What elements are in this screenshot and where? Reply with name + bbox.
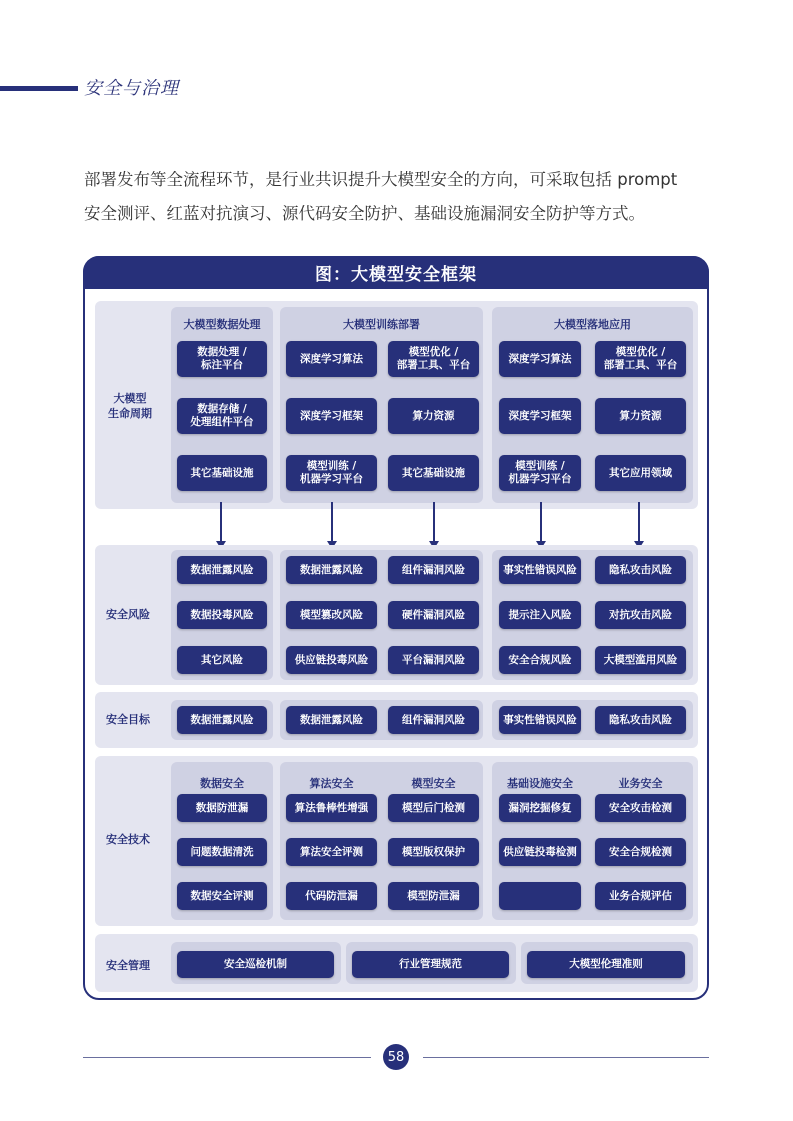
chip: 安全合规风险 [499,646,581,674]
chip: 数据泄露风险 [286,556,377,584]
down-arrow [638,502,640,542]
chip: 事实性错误风险 [499,706,581,734]
chip: 其它应用领域 [595,455,686,491]
chip: 数据泄露风险 [177,556,267,584]
chip: 数据泄露风险 [286,706,377,734]
header-accent-bar [0,86,78,91]
chip: 模型训练 / 机器学习平台 [499,455,581,491]
chip: 模型篡改风险 [286,601,377,629]
chip: 算法鲁棒性增强 [286,794,377,822]
chip: 业务合规评估 [595,882,686,910]
figure-title: 图：大模型安全框架 [83,256,709,289]
chip: 模型版权保护 [388,838,479,866]
chip: 代码防泄漏 [286,882,377,910]
chip: 深度学习框架 [499,398,581,434]
chip: 其它基础设施 [388,455,479,491]
chip: 隐私攻击风险 [595,706,686,734]
chip: 模型防泄漏 [388,882,479,910]
group-title: 模型安全 [411,777,456,790]
group-title: 数据安全 [200,777,244,790]
chip: 算力资源 [595,398,686,434]
down-arrow [433,502,435,542]
footer-rule-left [83,1057,371,1058]
chip: 组件漏洞风险 [388,706,479,734]
group-title: 大模型训练部署 [343,318,420,331]
lifecycle-label-line2: 生命周期 [108,407,152,420]
down-arrow [540,502,542,542]
chip: 问题数据清洗 [177,838,267,866]
chip: 深度学习算法 [499,341,581,377]
chip: 组件漏洞风险 [388,556,479,584]
group-title: 业务安全 [618,777,663,790]
chip: 数据泄露风险 [177,706,267,734]
chip: 隐私攻击风险 [595,556,686,584]
group-title: 大模型数据处理 [183,318,261,331]
risk-label: 安全风险 [106,608,150,621]
section-title: 安全与治理 [84,78,179,99]
tech-label: 安全技术 [106,833,150,846]
group-title: 大模型落地应用 [554,318,631,331]
chip: 对抗攻击风险 [595,601,686,629]
footer-rule-right [423,1057,709,1058]
chip: 模型训练 / 机器学习平台 [286,455,377,491]
chip: 事实性错误风险 [499,556,581,584]
chip: 安全巡检机制 [177,951,334,978]
chip: 深度学习框架 [286,398,377,434]
chip: 漏洞挖掘修复 [499,794,581,822]
page-number: 58 [383,1044,409,1070]
chip: 供应链投毒检测 [499,838,581,866]
chip: 其它风险 [177,646,267,674]
mgmt-label: 安全管理 [106,959,150,972]
chip: 大模型伦理准则 [527,951,685,978]
chip: 硬件漏洞风险 [388,601,479,629]
lifecycle-label [95,391,165,421]
group-title: 基础设施安全 [507,777,573,790]
chip: 供应链投毒风险 [286,646,377,674]
chip: 安全合规检测 [595,838,686,866]
lifecycle-label-line1: 大模型 [113,392,147,405]
chip: 平台漏洞风险 [388,646,479,674]
group-title: 算法安全 [309,777,354,790]
chip-empty [499,882,581,910]
goal-label: 安全目标 [106,713,150,726]
chip: 数据存储 / 处理组件平台 [177,398,267,434]
chip: 数据防泄漏 [177,794,267,822]
down-arrow [220,502,222,542]
chip: 数据处理 / 标注平台 [177,341,267,377]
chip: 其它基础设施 [177,455,267,491]
chip: 大模型滥用风险 [595,646,686,674]
chip: 模型优化 / 部署工具、平台 [388,341,479,377]
chip: 算法安全评测 [286,838,377,866]
chip: 数据安全评测 [177,882,267,910]
chip: 算力资源 [388,398,479,434]
paragraph-line-2: 安全测评、红蓝对抗演习、源代码安全防护、基础设施漏洞安全防护等方式。 [84,204,645,223]
chip: 行业管理规范 [352,951,509,978]
chip: 提示注入风险 [499,601,581,629]
paragraph-line-1: 部署发布等全流程环节，是行业共识提升大模型安全的方向，可采取包括 prompt [84,170,678,189]
chip: 深度学习算法 [286,341,377,377]
chip: 安全攻击检测 [595,794,686,822]
down-arrow [331,502,333,542]
chip: 模型优化 / 部署工具、平台 [595,341,686,377]
chip: 模型后门检测 [388,794,479,822]
chip: 数据投毒风险 [177,601,267,629]
